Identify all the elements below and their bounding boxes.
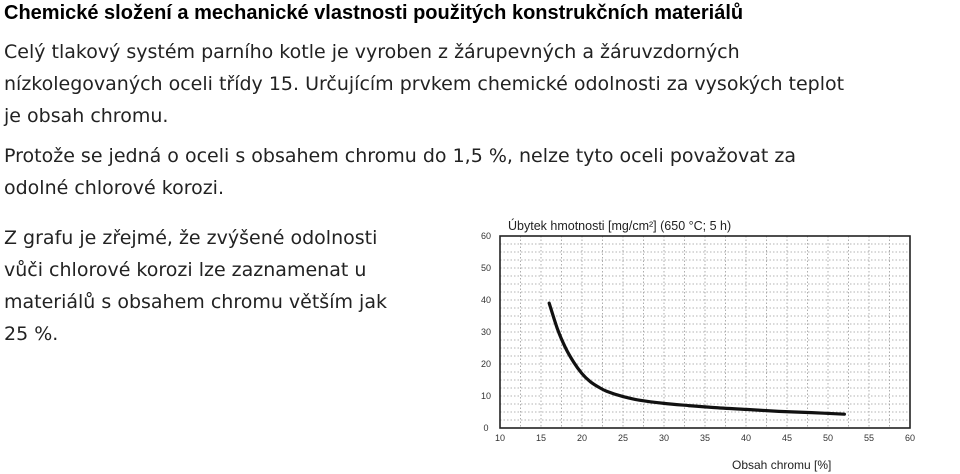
text-line: nízkolegovaných oceli třídy 15. Určujícím prvkem chemické odolnosti za vysokých teplot [4, 73, 845, 95]
paragraph-graph-conclusion [4, 222, 387, 350]
text-line: 25 %. [4, 323, 59, 345]
x-tick-label: 10 [494, 433, 506, 443]
x-tick-label: 25 [617, 433, 629, 443]
x-tick-label: 55 [863, 433, 875, 443]
x-tick-label: 60 [904, 433, 916, 443]
text-line: Z grafu je zřejmé, že zvýšené odolnosti [4, 227, 378, 249]
chart-svg [470, 208, 960, 474]
mass-loss-chart [470, 208, 960, 474]
x-axis-label: Obsah chromu [%] [732, 458, 832, 472]
x-tick-label: 50 [822, 433, 834, 443]
y-tick-label: 10 [480, 391, 492, 401]
x-tick-label: 15 [535, 433, 547, 443]
text-line: odolné chlorové korozi. [4, 177, 225, 199]
y-tick-label: 40 [480, 295, 492, 305]
paragraph-chromium-content [4, 140, 796, 204]
text-line: je obsah chromu. [4, 105, 169, 127]
y-tick-label: 50 [480, 263, 492, 273]
x-tick-label: 30 [658, 433, 670, 443]
x-tick-label: 45 [781, 433, 793, 443]
text-line: Celý tlakový systém parního kotle je vyroben z žárupevných a žáruvzdorných [4, 41, 740, 63]
y-tick-label: 60 [480, 231, 492, 241]
x-tick-label: 40 [740, 433, 752, 443]
text-line: Protože se jedná o oceli s obsahem chromu do 1,5 %, nelze tyto oceli považovat za [4, 145, 797, 167]
chart-grid [500, 236, 910, 428]
y-tick-label: 0 [483, 423, 489, 433]
text-line: materiálů s obsahem chromu větším jak [4, 291, 387, 313]
y-axis-ticks [481, 231, 491, 433]
page-heading: Chemické složení a mechanické vlastnosti použitých konstrukčních materiálů [4, 2, 744, 24]
text-line: vůči chlorové korozi lze zaznamenat u [4, 259, 367, 281]
y-tick-label: 20 [480, 359, 492, 369]
paragraph-steel-composition [4, 36, 844, 132]
chart-title: Úbytek hmotnosti [mg/cm²] (650 °C; 5 h) [508, 219, 732, 233]
x-axis-ticks [495, 433, 915, 443]
series-line [549, 303, 844, 414]
x-tick-label: 20 [576, 433, 588, 443]
x-tick-label: 35 [699, 433, 711, 443]
y-tick-label: 30 [480, 327, 492, 337]
chart-series [549, 303, 844, 414]
